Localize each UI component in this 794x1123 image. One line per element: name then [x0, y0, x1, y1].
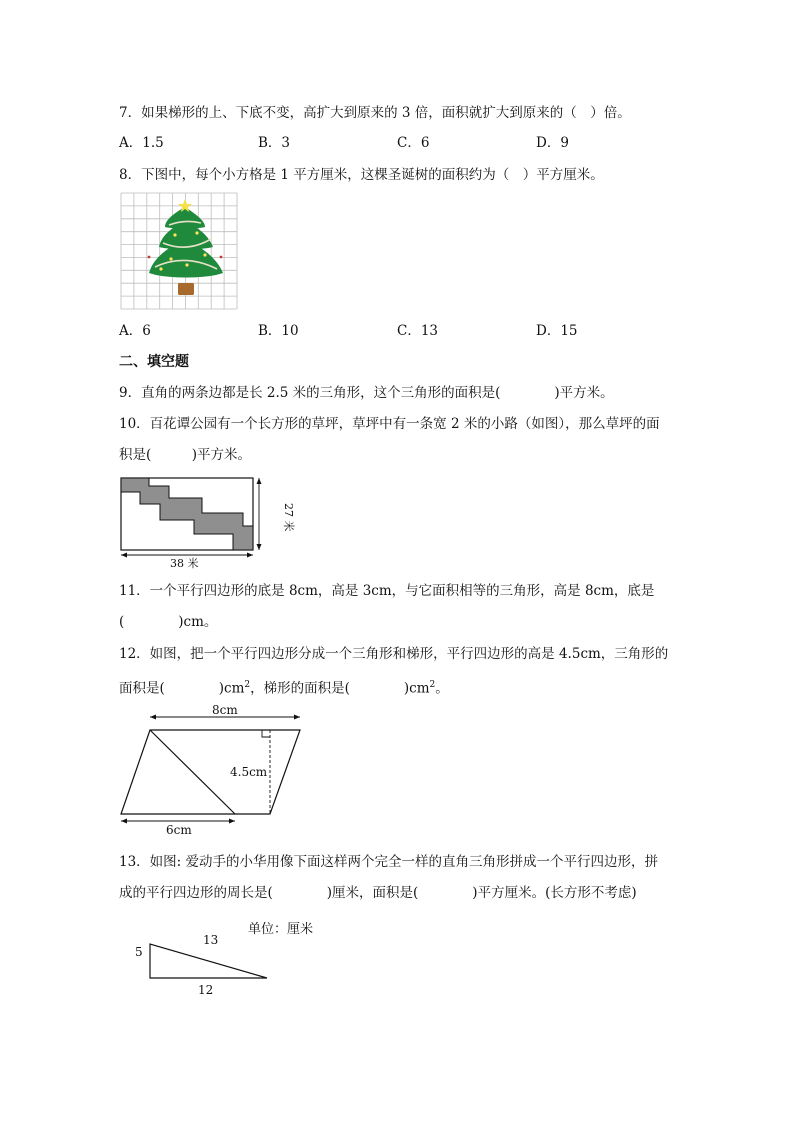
q8-option-d[interactable]: D．15	[536, 323, 578, 339]
q12-text-line2-c: 。	[435, 680, 449, 697]
christmas-tree-grid-figure	[121, 193, 239, 311]
q8-text: 8．下图中，每个小方格是 1 平方厘米，这棵圣诞树的面积约为（ ）平方厘米。	[119, 167, 604, 183]
triangle-side-b-label: 12	[198, 983, 214, 997]
q7-text: 7．如果梯形的上、下底不变，高扩大到原来的 3 倍，面积就扩大到原来的（ ）倍。	[119, 105, 631, 121]
parallelogram-figure	[118, 704, 308, 838]
q12-text-line2	[119, 676, 449, 698]
q7-option-b[interactable]: B．3	[258, 135, 291, 151]
q8-option-b[interactable]: B．10	[258, 323, 299, 339]
triangle-side-c-label: 13	[203, 933, 219, 947]
q7-option-a[interactable]: A．1.5	[119, 135, 164, 151]
q8-option-a[interactable]: A．6	[119, 323, 151, 339]
triangle-side-a-label: 5	[135, 945, 143, 959]
parallelogram-bottom-label: 6cm	[166, 823, 192, 837]
lawn-height-label: 27 米	[282, 503, 295, 532]
q10-text-line2: 积是( )平方米。	[119, 447, 252, 463]
q12-text-line2-a: 面积是( )cm	[119, 680, 245, 697]
q13-text-line1: 13．如图: 爱动手的小华用像下面这样两个完全一样的直角三角形拼成一个平行四边形，拼	[119, 854, 659, 870]
q12-sup-1: 2	[244, 680, 251, 690]
right-triangle-figure	[130, 918, 330, 1000]
lawn-width-label: 38 米	[170, 557, 199, 570]
q9-text: 9．直角的两条边都是长 2.5 米的三角形，这个三角形的面积是( )平方米。	[119, 385, 614, 401]
q12-sup-2: 2	[429, 680, 436, 690]
q12-text-line2-b: ，梯形的面积是( )cm	[250, 680, 430, 697]
parallelogram-height-label: 4.5cm	[230, 765, 268, 779]
q7-option-d[interactable]: D．9	[536, 135, 569, 151]
lawn-path-figure	[118, 476, 295, 570]
q11-text-line1: 11．一个平行四边形的底是 8cm，高是 3cm，与它面积相等的三角形，高是 8cm，底是	[119, 583, 655, 599]
q11-text-line2: ( )cm。	[119, 614, 218, 630]
q12-text-line1: 12．如图，把一个平行四边形分成一个三角形和梯形，平行四边形的高是 4.5cm，三角形的	[119, 646, 669, 662]
unit-label: 单位：厘米	[248, 922, 314, 937]
q13-text-line2: 成的平行四边形的周长是( )厘米，面积是( )平方厘米。(长方形不考虑)	[119, 885, 637, 901]
q8-option-c[interactable]: C．13	[397, 323, 439, 339]
section-title: 二、填空题	[119, 354, 189, 370]
q7-option-c[interactable]: C．6	[397, 135, 430, 151]
q10-text-line1: 10．百花谭公园有一个长方形的草坪，草坪中有一条宽 2 米的小路（如图），那么草坪的面	[119, 416, 660, 432]
parallelogram-top-label: 8cm	[212, 703, 238, 717]
